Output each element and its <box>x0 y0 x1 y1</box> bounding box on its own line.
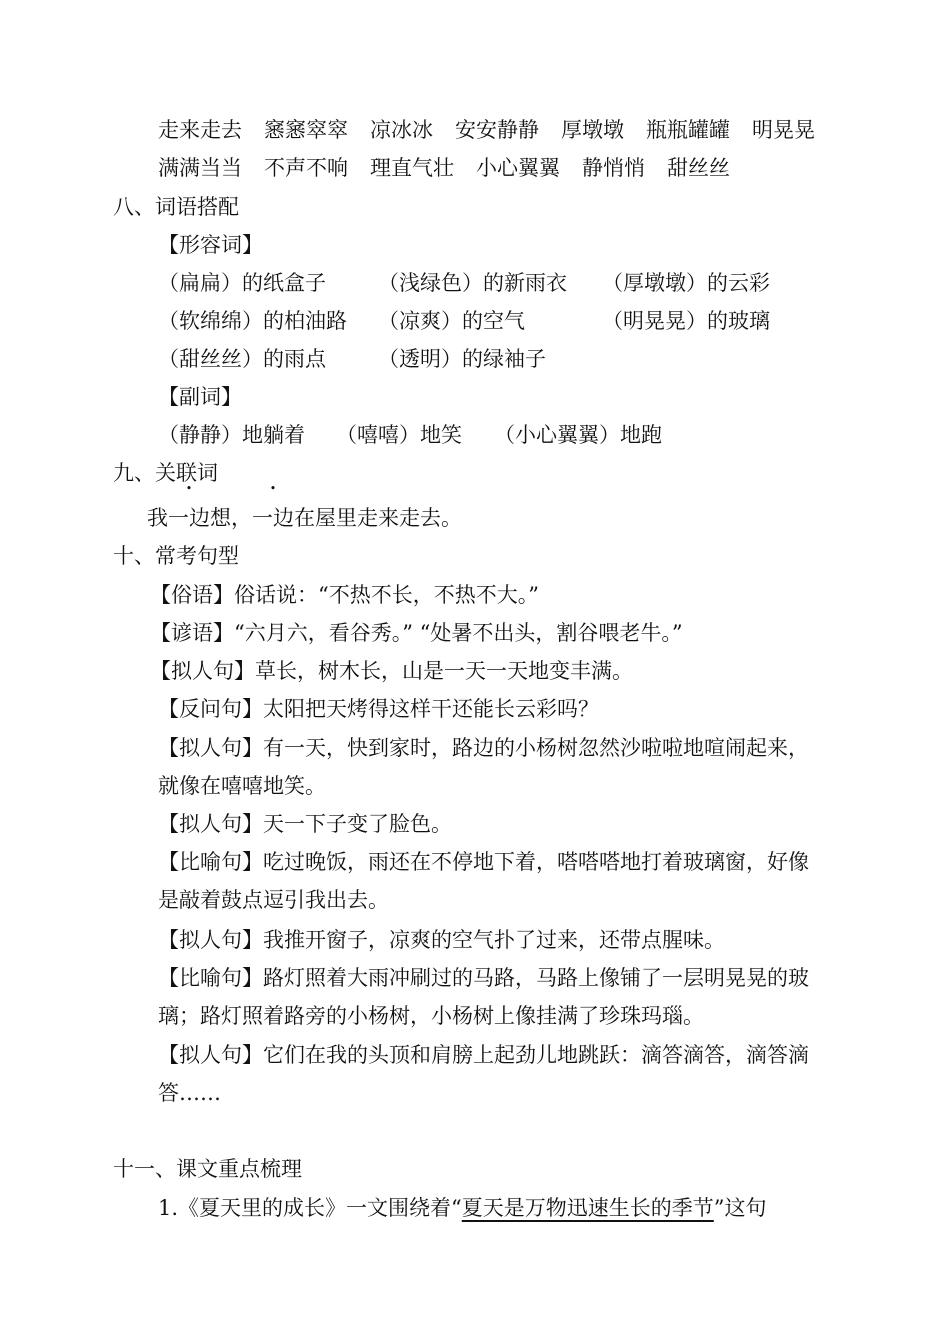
sentence-continuation: 答…… <box>158 1081 221 1105</box>
sentence-continuation: 是敲着鼓点逗引我出去。 <box>158 888 389 912</box>
phrase: （凉爽）的空气 <box>378 309 525 333</box>
sentence-item: 【拟人句】草长，树木长，山是一天一天地变丰满。 <box>150 659 633 683</box>
sentence-item: 【比喻句】吃过晚饭，雨还在不停地下着，嗒嗒嗒地打着玻璃窗，好像 <box>158 850 809 874</box>
sentence-label: 【拟人句】 <box>150 659 255 683</box>
word: 静悄悄 <box>582 156 645 180</box>
section-9-heading: 九、关联词 <box>113 461 218 485</box>
phrase: （厚墩墩）的云彩 <box>602 271 770 295</box>
word: 不声不响 <box>264 156 348 180</box>
word: 明晃晃 <box>752 118 815 142</box>
section-11-heading: 十一、课文重点梳理 <box>113 1157 302 1181</box>
sentence-item: 【反问句】太阳把天烤得这样干还能长云彩吗？ <box>158 697 599 721</box>
sentence-continuation: 就像在嘻嘻地笑。 <box>158 774 326 798</box>
word: 瓶瓶罐罐 <box>646 118 730 142</box>
section-10-heading: 十、常考句型 <box>113 544 239 568</box>
phrase: （嘻嘻）地笑 <box>336 423 462 447</box>
word: 满满当当 <box>158 156 242 180</box>
sentence-item: 【比喻句】路灯照着大雨冲刷过的马路，马路上像铺了一层明晃晃的玻 <box>158 966 809 990</box>
sentence-label: 【比喻句】 <box>158 850 263 874</box>
phrase: （扁扁）的纸盒子 <box>158 271 326 295</box>
sentence-label: 【拟人句】 <box>158 736 263 760</box>
phrase: （甜丝丝）的雨点 <box>158 347 326 371</box>
phrase: （静静）地躺着 <box>158 423 305 447</box>
underlined-phrase: 夏天是万物迅速生长的季节 <box>461 1196 714 1220</box>
phrase: （透明）的绿袖子 <box>378 347 546 371</box>
sentence-label: 【拟人句】 <box>158 812 263 836</box>
sentence-item: 【俗语】俗话说：“不热不长，不热不大。” <box>150 583 539 607</box>
section-8-heading: 八、词语搭配 <box>113 195 239 219</box>
word: 凉冰冰 <box>370 118 433 142</box>
phrase: （浅绿色）的新雨衣 <box>378 271 567 295</box>
sentence-item: 【拟人句】天一下子变了脸色。 <box>158 812 452 836</box>
emphasis-word: 一边 <box>168 506 210 530</box>
word: 理直气壮 <box>370 156 454 180</box>
adverb-label: 【副词】 <box>158 385 242 409</box>
sentence-item: 【拟人句】我推开窗子，凉爽的空气扑了过来，还带点腥味。 <box>158 928 725 952</box>
word: 小心翼翼 <box>476 156 560 180</box>
sentence-continuation: 璃；路灯照着路旁的小杨树，小杨树上像挂满了珍珠玛瑙。 <box>158 1004 704 1028</box>
adjective-label: 【形容词】 <box>158 233 263 257</box>
sentence-item: 【拟人句】有一天，快到家时，路边的小杨树忽然沙啦啦地喧闹起来， <box>158 736 809 760</box>
word: 甜丝丝 <box>667 156 730 180</box>
phrase: （小心翼翼）地跑 <box>494 423 662 447</box>
sentence-item: 【拟人句】它们在我的头顶和肩膀上起劲儿地跳跃：滴答滴答，滴答滴 <box>158 1043 809 1067</box>
phrase: （明晃晃）的玻璃 <box>602 309 770 333</box>
sentence-label: 【反问句】 <box>158 697 263 721</box>
sentence-label: 【拟人句】 <box>158 1043 263 1067</box>
word: 厚墩墩 <box>561 118 624 142</box>
sentence-label: 【比喻句】 <box>158 966 263 990</box>
phrase: （软绵绵）的柏油路 <box>158 309 347 333</box>
key-point-item: 1.《夏天里的成长》一文围绕着“夏天是万物迅速生长的季节”这句 <box>158 1196 767 1220</box>
word: 窸窸窣窣 <box>264 118 348 142</box>
sentence-label: 【俗语】 <box>150 583 234 607</box>
sentence-label: 【谚语】 <box>150 621 234 645</box>
sentence-item: 【谚语】“六月六，看谷秀。” “处暑不出头，割谷喂老牛。” <box>150 621 683 645</box>
word-row-2 <box>158 153 730 183</box>
conjunction-sentence: 我一边想，一边在屋里走来走去。 <box>147 503 462 533</box>
word: 安安静静 <box>455 118 539 142</box>
emphasis-word: 一边 <box>252 506 294 530</box>
word-row-1 <box>158 115 815 145</box>
word: 走来走去 <box>158 118 242 142</box>
sentence-label: 【拟人句】 <box>158 928 263 952</box>
